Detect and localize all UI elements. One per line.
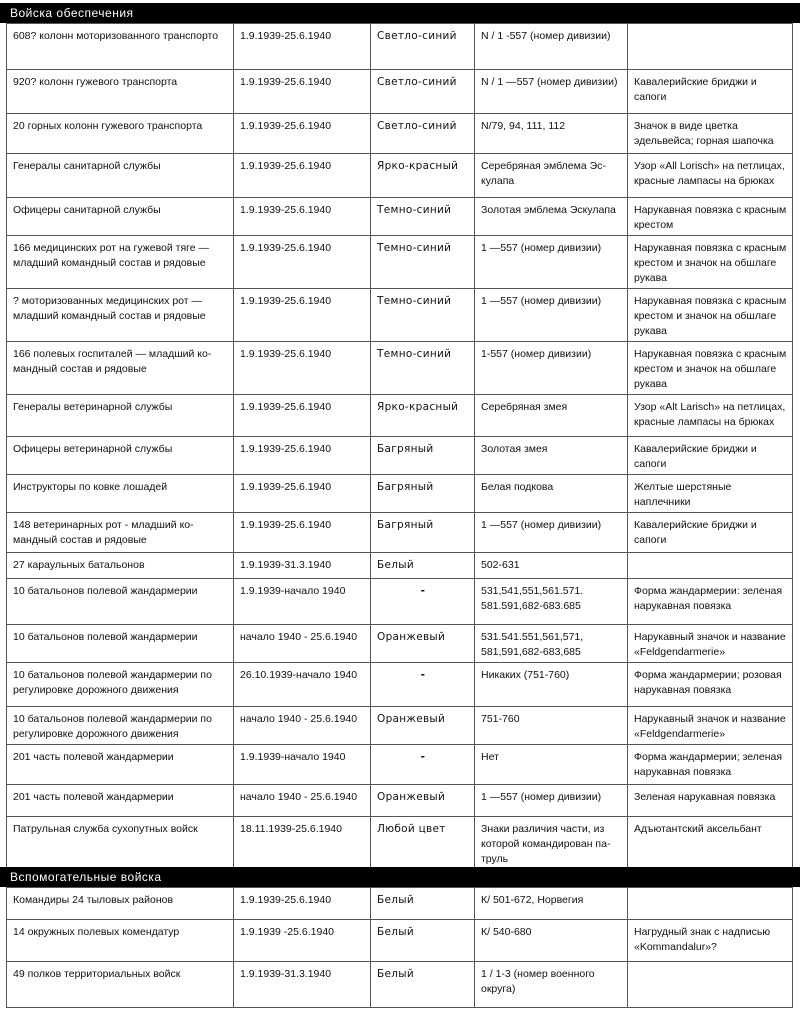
notes-cell: Зеленая нарукавная повязка [628,785,793,817]
color-cell: Темно-синий [371,236,475,289]
table-row [7,342,793,395]
table-row [7,513,793,553]
marking-cell: 531,541,551,561.571. 581.591,682-683.685 [475,579,628,625]
auxiliary-troops-table [6,887,793,1008]
period-cell: 1.9.1939-25.6.1940 [234,289,371,342]
marking-cell: Нет [475,745,628,785]
unit-cell: Офицеры санитарной службы [7,198,234,236]
notes-cell: Кавалерийские бриджи и сапоги [628,70,793,114]
color-cell: Темно-синий [371,198,475,236]
marking-cell: Золотая змея [475,437,628,475]
unit-cell: 608? колонн моторизованного транспорто [7,24,234,70]
unit-cell: Патрульная служба сухопутных войск [7,817,234,870]
notes-cell: Форма жандармерии; розовая нарукавная повязка [628,663,793,707]
marking-cell: Золотая эмблема Эскулапа [475,198,628,236]
unit-cell: Генералы ветеринарной службы [7,395,234,437]
support-troops-table [6,23,793,870]
table-row [7,707,793,745]
period-cell: 1.9.1939-25.6.1940 [234,342,371,395]
table-row [7,553,793,579]
table-row [7,236,793,289]
notes-cell: Нарукавная повязка с красным крестом и значок на обшлаге рукава [628,289,793,342]
period-cell: 1.9.1939-25.6.1940 [234,154,371,198]
period-cell: 1.9.1939-31.3.1940 [234,962,371,1008]
unit-cell: Инструкторы по ковке лошадей [7,475,234,513]
color-cell: Светло-синий [371,24,475,70]
notes-cell: Узор «Alt Larisch» на петлицах, красные лампасы на брюках [628,395,793,437]
color-cell: Белый [371,888,475,920]
unit-cell: Офицеры ветеринарной службы [7,437,234,475]
unit-cell: Генералы санитарной службы [7,154,234,198]
period-cell: 1.9.1939-25.6.1940 [234,888,371,920]
table-row [7,817,793,870]
period-cell: начало 1940 - 25.6.1940 [234,785,371,817]
notes-cell: Адъютантский аксельбант [628,817,793,870]
notes-cell: Значок в виде цветка эдельвейса; горная шапочка [628,114,793,154]
period-cell: 1.9.1939-25.6.1940 [234,437,371,475]
period-cell: 1.9.1939-25.6.1940 [234,475,371,513]
marking-cell: Серебряная змея [475,395,628,437]
marking-cell: Знаки различия части, из которой командирован патруль [475,817,628,870]
table-row [7,114,793,154]
notes-cell [628,888,793,920]
table-row [7,475,793,513]
color-cell: Ярко-красный [371,154,475,198]
marking-cell: 751-760 [475,707,628,745]
table-row [7,920,793,962]
table-row [7,745,793,785]
color-cell: Любой цвет [371,817,475,870]
notes-cell [628,962,793,1008]
period-cell: 1.9.1939-начало 1940 [234,745,371,785]
period-cell: 18.11.1939-25.6.1940 [234,817,371,870]
color-cell: Белый [371,920,475,962]
unit-cell: 166 полевых госпиталей — младший командный состав и рядовые [7,342,234,395]
unit-cell: 201 часть полевой жандармерии [7,785,234,817]
color-cell: Оранжевый [371,785,475,817]
color-cell: Багряный [371,437,475,475]
period-cell: 1.9.1939-25.6.1940 [234,114,371,154]
color-cell: - [371,663,475,707]
color-cell: Темно-синий [371,342,475,395]
unit-cell: Командиры 24 тыловых районов [7,888,234,920]
period-cell: 1.9.1939-25.6.1940 [234,198,371,236]
period-cell: 1.9.1939-25.6.1940 [234,513,371,553]
notes-cell: Желтые шерстяные наплечники [628,475,793,513]
table-row [7,888,793,920]
period-cell: 1.9.1939-25.6.1940 [234,236,371,289]
color-cell: Багряный [371,513,475,553]
marking-cell: 1 / 1-3 (номер военного округа) [475,962,628,1008]
unit-cell: 10 батальонов полевой жандармерии по регулировке дорожного движения [7,663,234,707]
unit-cell: 49 полков территориальных войск [7,962,234,1008]
unit-cell: 201 часть полевой жандармерии [7,745,234,785]
color-cell: Белый [371,553,475,579]
marking-cell: N/79, 94, 111, 112 [475,114,628,154]
period-cell: 1.9.1939-начало 1940 [234,579,371,625]
unit-cell: 166 медицинских рот на гужевой тяге — младший командный состав и рядовые [7,236,234,289]
table-row [7,70,793,114]
notes-cell: Форма жандармерии; зеленая нарукавная повязка [628,745,793,785]
marking-cell: 531.541.551,561,571, 581,591,682-683,685 [475,625,628,663]
marking-cell: 1-557 (номер дивизии) [475,342,628,395]
table-row [7,962,793,1008]
color-cell: - [371,579,475,625]
color-cell: Светло-синий [371,70,475,114]
notes-cell: Кавалерийские бриджи и сапоги [628,513,793,553]
color-cell: Темно-синий [371,289,475,342]
marking-cell: К/ 540-680 [475,920,628,962]
table-row [7,289,793,342]
notes-cell: Форма жандармерии: зеленая нарукавная повязка [628,579,793,625]
section-header-support: Войска обеспечения [0,3,800,23]
color-cell: Светло-синий [371,114,475,154]
marking-cell: Белая подкова [475,475,628,513]
unit-cell: 20 горных колонн гужевого транспорта [7,114,234,154]
period-cell: 1.9.1939-25.6.1940 [234,395,371,437]
notes-cell: Нарукавный значок и название «Feldgendarmerie» [628,707,793,745]
notes-cell: Узор «All Lorisch» на петлицах, красные лампасы на брюках [628,154,793,198]
table-row [7,154,793,198]
unit-cell: 27 караульных батальонов [7,553,234,579]
marking-cell: 1 —557 (номер дивизии) [475,785,628,817]
section-header-auxiliary: Вспомогательные войска [0,867,800,887]
notes-cell: Нагрудный знак с надписью «Kommandalur»? [628,920,793,962]
notes-cell: Нарукавная повязка с красным крестом и значок на обшлаге рукава [628,236,793,289]
period-cell: начало 1940 - 25.6.1940 [234,625,371,663]
unit-cell: 920? колонн гужевого транспорта [7,70,234,114]
table-row [7,663,793,707]
period-cell: 26.10.1939-начало 1940 [234,663,371,707]
unit-cell: 10 батальонов полевой жандармерии по регулировке дорожного движения [7,707,234,745]
color-cell: Оранжевый [371,625,475,663]
unit-cell: ? моторизованных медицинских рот — младший командный состав и рядовые [7,289,234,342]
marking-cell: N / 1 —557 (номер дивизии) [475,70,628,114]
table-row [7,579,793,625]
color-cell: Ярко-красный [371,395,475,437]
period-cell: 1.9.1939-25.6.1940 [234,24,371,70]
unit-cell: 10 батальонов полевой жандармерии [7,579,234,625]
table-row [7,785,793,817]
table-row [7,24,793,70]
marking-cell: 1 —557 (номер дивизии) [475,513,628,553]
color-cell: Белый [371,962,475,1008]
color-cell: Оранжевый [371,707,475,745]
table-row [7,625,793,663]
notes-cell [628,553,793,579]
notes-cell [628,24,793,70]
unit-cell: 10 батальонов полевой жандармерии [7,625,234,663]
marking-cell: 1 —557 (номер дивизии) [475,236,628,289]
marking-cell: Никаких (751-760) [475,663,628,707]
period-cell: 1.9.1939-31.3.1940 [234,553,371,579]
period-cell: 1.9.1939-25.6.1940 [234,70,371,114]
marking-cell: 502-631 [475,553,628,579]
unit-cell: 148 ветеринарных рот - младший командный состав и рядовые [7,513,234,553]
table-row [7,437,793,475]
notes-cell: Нарукавная повязка с красным крестом и значок на обшлаге рукава [628,342,793,395]
notes-cell: Кавалерийские бриджи и сапоги [628,437,793,475]
marking-cell: К/ 501-672, Норвегия [475,888,628,920]
marking-cell: N / 1 -557 (номер дивизии) [475,24,628,70]
marking-cell: Серебряная эмблема Эскулапа [475,154,628,198]
notes-cell: Нарукавный значок и название «Feldgendarmerie» [628,625,793,663]
table-row [7,198,793,236]
period-cell: начало 1940 - 25.6.1940 [234,707,371,745]
period-cell: 1.9.1939 -25.6.1940 [234,920,371,962]
color-cell: - [371,745,475,785]
marking-cell: 1 —557 (номер дивизии) [475,289,628,342]
table-row [7,395,793,437]
notes-cell: Нарукавная повязка с красным крестом [628,198,793,236]
color-cell: Багряный [371,475,475,513]
unit-cell: 14 окружных полевых комендатур [7,920,234,962]
